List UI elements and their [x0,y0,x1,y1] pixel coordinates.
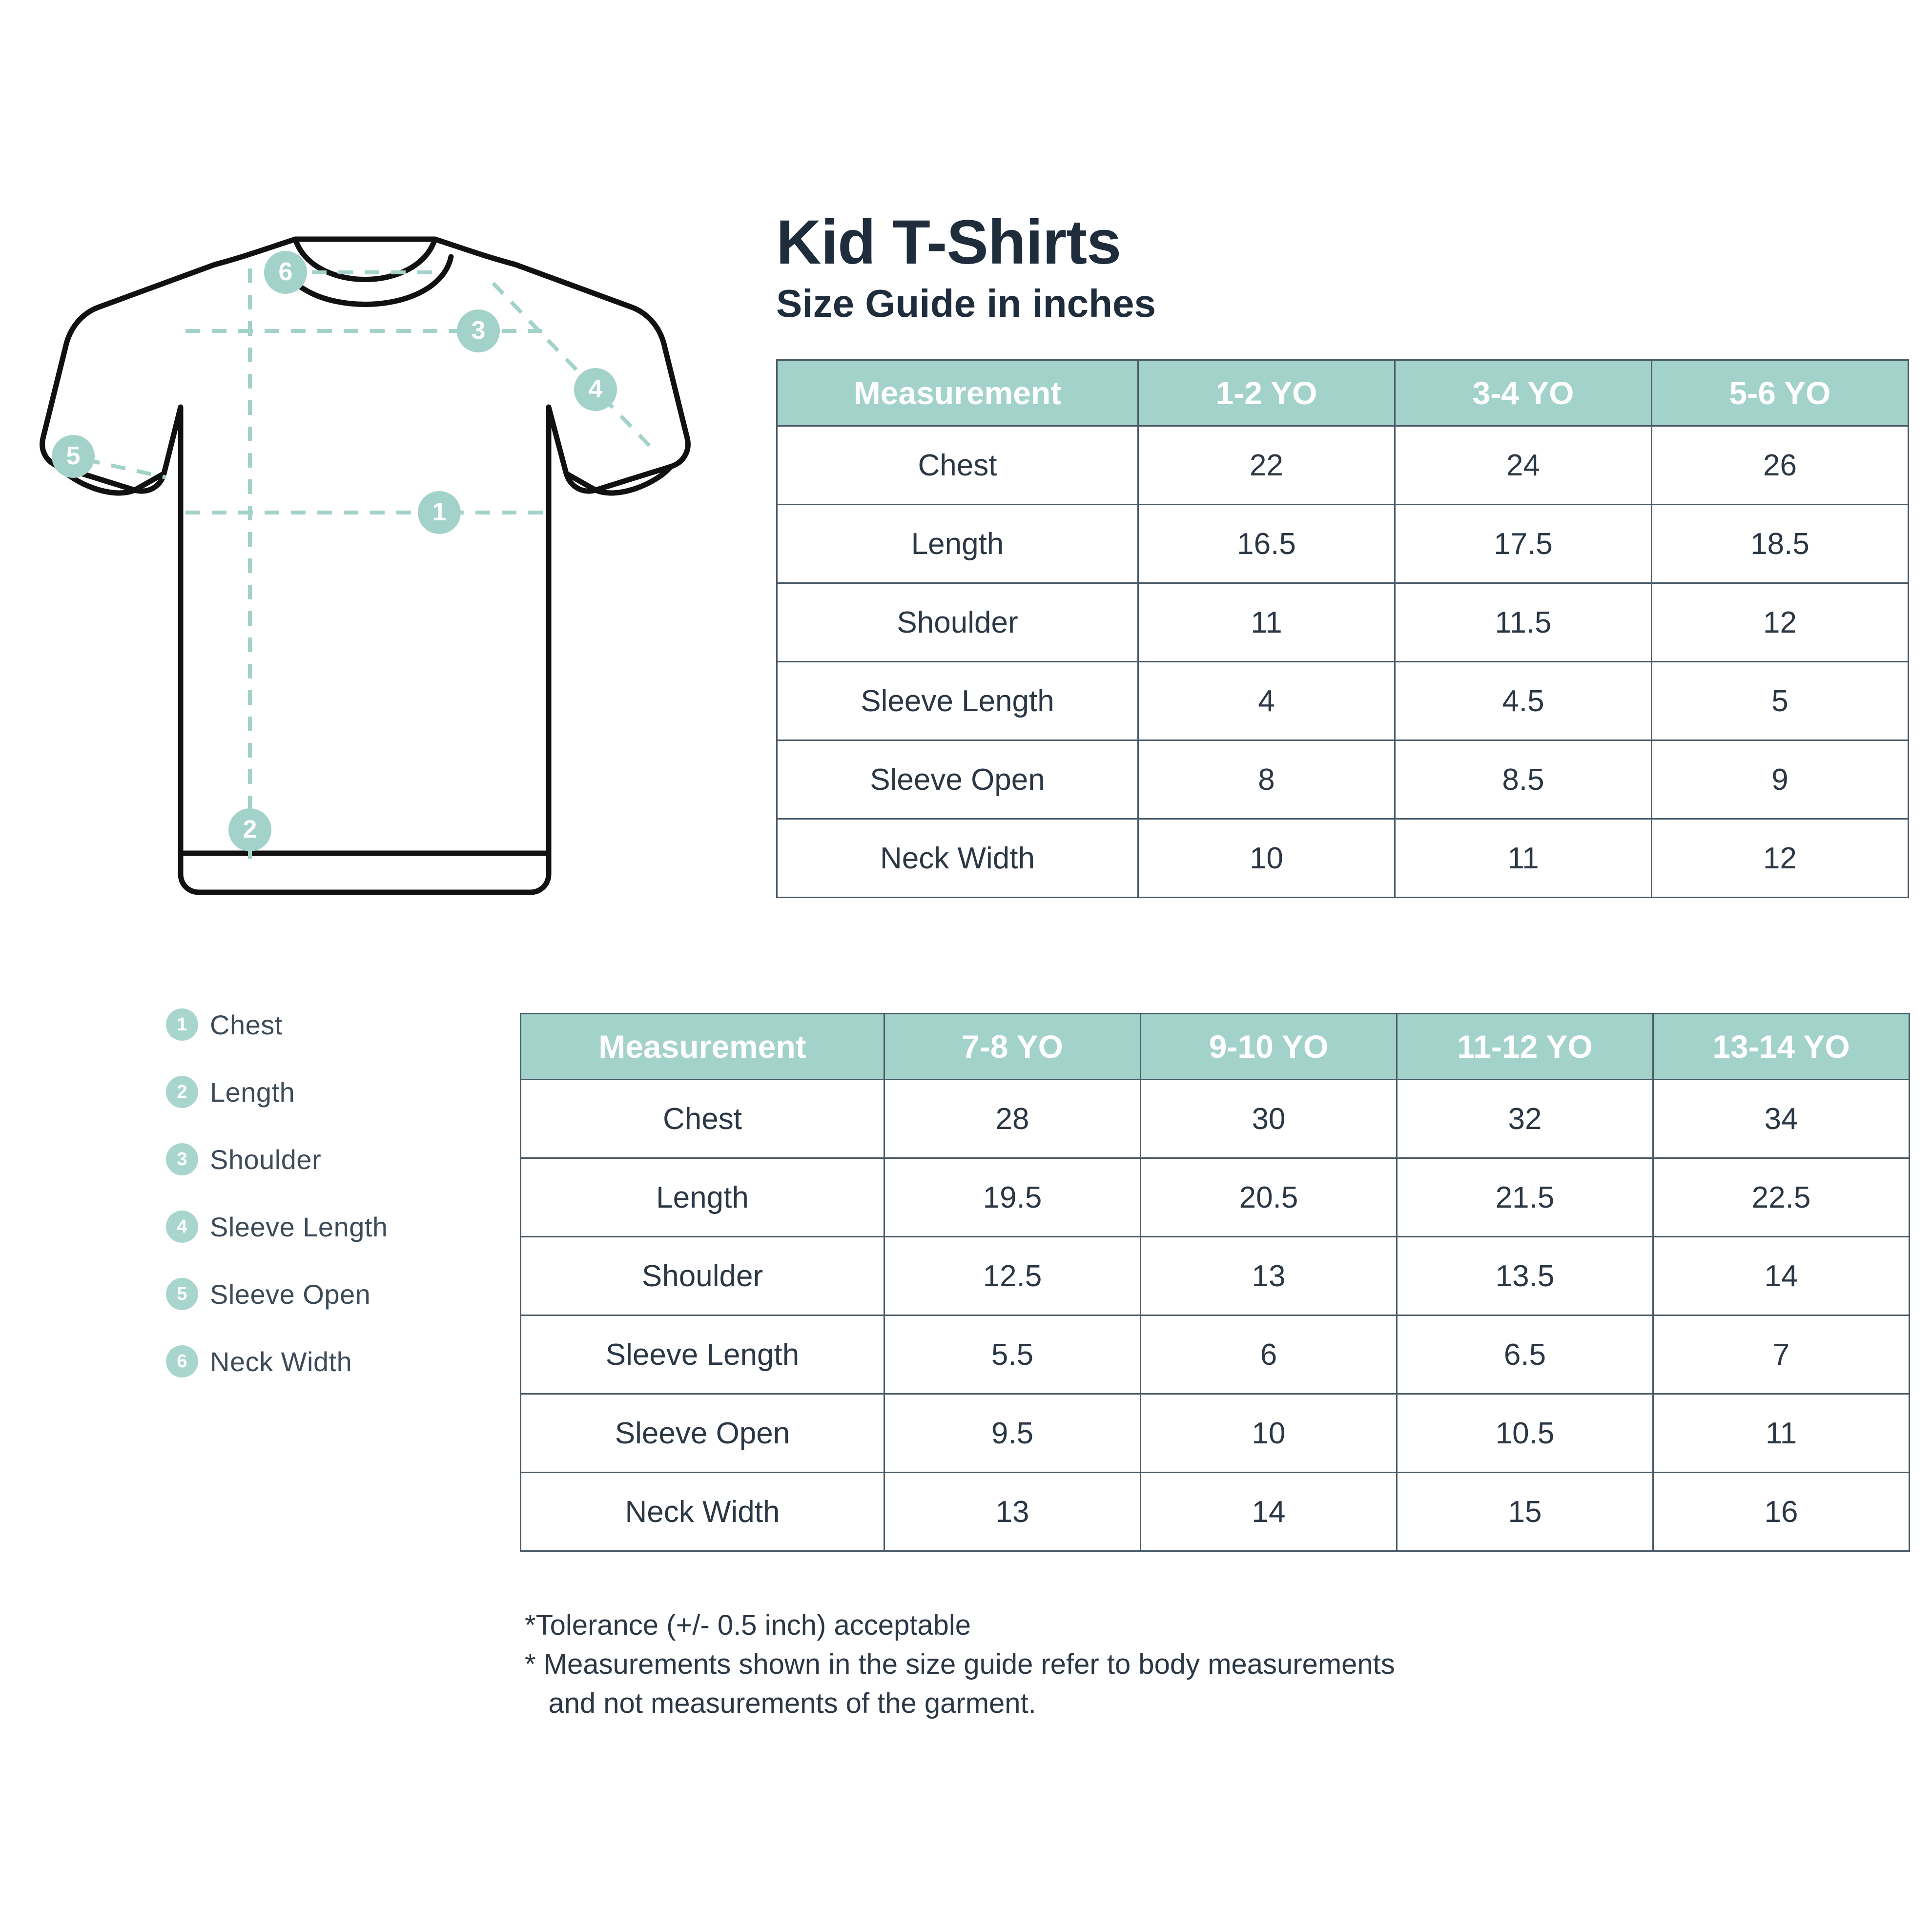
cell-shoulder-7-8yo: 12.5 [884,1237,1141,1315]
cell-length-1-2yo: 16.5 [1138,505,1395,583]
svg-text:6: 6 [278,258,293,286]
cell-shoulder-1-2yo: 11 [1138,583,1395,662]
row-label-neck-width: Neck Width [777,819,1138,898]
row-label-chest: Chest [777,426,1138,505]
cell-sleeve-length-7-8yo: 5.5 [884,1315,1141,1394]
svg-text:2: 2 [243,815,257,843]
callout-5 [52,435,95,478]
cell-neck-width-11-12yo: 15 [1397,1473,1653,1551]
page-subtitle: Size Guide in inches [776,282,1156,326]
table-header-row [777,360,1909,426]
cell-length-9-10yo: 20.5 [1141,1158,1397,1237]
cell-neck-width-9-10yo: 14 [1141,1473,1397,1551]
row-label-neck-width: Neck Width [521,1473,884,1551]
svg-text:5: 5 [66,442,81,470]
cell-length-7-8yo: 19.5 [884,1158,1141,1237]
cell-sleeve-length-3-4yo: 4.5 [1395,662,1652,740]
table-row [777,505,1909,583]
size-guide-panel [776,207,1909,898]
cell-sleeve-open-7-8yo: 9.5 [884,1394,1141,1473]
cell-shoulder-9-10yo: 13 [1141,1237,1397,1315]
size-table-older-wrapper [520,1013,1909,1552]
cell-chest-9-10yo: 30 [1141,1080,1397,1158]
column-header-7-8yo: 7-8 YO [884,1014,1141,1080]
table-row [521,1315,1910,1394]
table-row [521,1473,1910,1551]
cell-sleeve-length-11-12yo: 6.5 [1397,1315,1653,1394]
cell-sleeve-length-1-2yo: 4 [1138,662,1395,740]
svg-text:1: 1 [432,498,447,526]
legend-badge-1: 1 [166,1008,198,1041]
size-table-older [520,1013,1910,1552]
table-row [777,819,1909,898]
column-header-9-10yo: 9-10 YO [1141,1014,1397,1080]
row-label-sleeve-length: Sleeve Length [521,1315,884,1394]
cell-chest-13-14yo: 34 [1653,1080,1910,1158]
legend-label-chest: Chest [210,1009,283,1040]
table-header-row [521,1014,1910,1080]
cell-length-11-12yo: 21.5 [1397,1158,1653,1237]
cell-sleeve-length-5-6yo: 5 [1652,662,1909,740]
callout-2 [228,808,271,851]
callout-6 [264,251,307,294]
cell-chest-11-12yo: 32 [1397,1080,1653,1158]
table-row [521,1080,1910,1158]
footnote-body-measurements-2: and not measurements of the garment. [525,1687,1036,1720]
column-header-1-2yo: 1-2 YO [1138,360,1395,426]
callout-4 [574,368,617,411]
column-header-11-12yo: 11-12 YO [1397,1014,1653,1080]
svg-text:3: 3 [471,316,486,345]
cell-length-5-6yo: 18.5 [1652,505,1909,583]
svg-text:4: 4 [588,375,603,403]
cell-sleeve-open-13-14yo: 11 [1653,1394,1910,1473]
column-header-5-6yo: 5-6 YO [1652,360,1909,426]
cell-chest-7-8yo: 28 [884,1080,1141,1158]
legend-label-neck-width: Neck Width [210,1346,352,1377]
cell-length-13-14yo: 22.5 [1653,1158,1910,1237]
table-row [521,1394,1910,1473]
table-row [777,662,1909,740]
footnotes [525,1606,1891,1723]
legend-badge-4: 4 [166,1211,198,1243]
legend-badge-5: 5 [166,1278,198,1310]
cell-neck-width-5-6yo: 12 [1652,819,1909,898]
row-label-shoulder: Shoulder [777,583,1138,662]
cell-neck-width-7-8yo: 13 [884,1473,1141,1551]
column-header-3-4yo: 3-4 YO [1395,360,1652,426]
cell-sleeve-open-11-12yo: 10.5 [1397,1394,1653,1473]
cell-neck-width-13-14yo: 16 [1653,1473,1910,1551]
cell-chest-1-2yo: 22 [1138,426,1395,505]
legend-badge-2: 2 [166,1076,198,1108]
legend-badge-3: 3 [166,1143,198,1175]
row-label-sleeve-open: Sleeve Open [521,1394,884,1473]
cell-neck-width-1-2yo: 10 [1138,819,1395,898]
cell-chest-5-6yo: 26 [1652,426,1909,505]
cell-neck-width-3-4yo: 11 [1395,819,1652,898]
row-label-shoulder: Shoulder [521,1237,884,1315]
callout-1 [418,491,461,534]
footnote-tolerance: *Tolerance (+/- 0.5 inch) acceptable [525,1609,971,1641]
tshirt-illustration [39,210,742,1006]
table-row [777,426,1909,505]
column-header-measurement: Measurement [777,360,1138,426]
cell-sleeve-open-5-6yo: 9 [1652,740,1909,819]
row-label-length: Length [521,1158,884,1237]
legend-label-sleeve-length: Sleeve Length [210,1211,388,1242]
legend-label-shoulder: Shoulder [210,1144,322,1175]
cell-shoulder-3-4yo: 11.5 [1395,583,1652,662]
cell-sleeve-open-9-10yo: 10 [1141,1394,1397,1473]
cell-shoulder-13-14yo: 14 [1653,1237,1910,1315]
cell-shoulder-5-6yo: 12 [1652,583,1909,662]
footnote-body-measurements-1: * Measurements shown in the size guide refer to body measurements [525,1648,1395,1681]
table-row [521,1158,1910,1237]
cell-sleeve-length-9-10yo: 6 [1141,1315,1397,1394]
table-row [777,740,1909,819]
row-label-sleeve-length: Sleeve Length [777,662,1138,740]
page-title: Kid T-Shirts [776,207,1121,277]
table-row [777,583,1909,662]
row-label-sleeve-open: Sleeve Open [777,740,1138,819]
row-label-chest: Chest [521,1080,884,1158]
legend-badge-6: 6 [166,1345,198,1377]
legend-label-sleeve-open: Sleeve Open [210,1278,371,1310]
callout-3 [457,309,500,352]
cell-shoulder-11-12yo: 13.5 [1397,1237,1653,1315]
row-label-length: Length [777,505,1138,583]
size-table-younger [776,359,1909,898]
legend-label-length: Length [210,1076,295,1108]
cell-sleeve-length-13-14yo: 7 [1653,1315,1910,1394]
cell-sleeve-open-3-4yo: 8.5 [1395,740,1652,819]
cell-length-3-4yo: 17.5 [1395,505,1652,583]
column-header-measurement: Measurement [521,1014,884,1080]
cell-sleeve-open-1-2yo: 8 [1138,740,1395,819]
column-header-13-14yo: 13-14 YO [1653,1014,1910,1080]
table-row [521,1237,1910,1315]
cell-chest-3-4yo: 24 [1395,426,1652,505]
